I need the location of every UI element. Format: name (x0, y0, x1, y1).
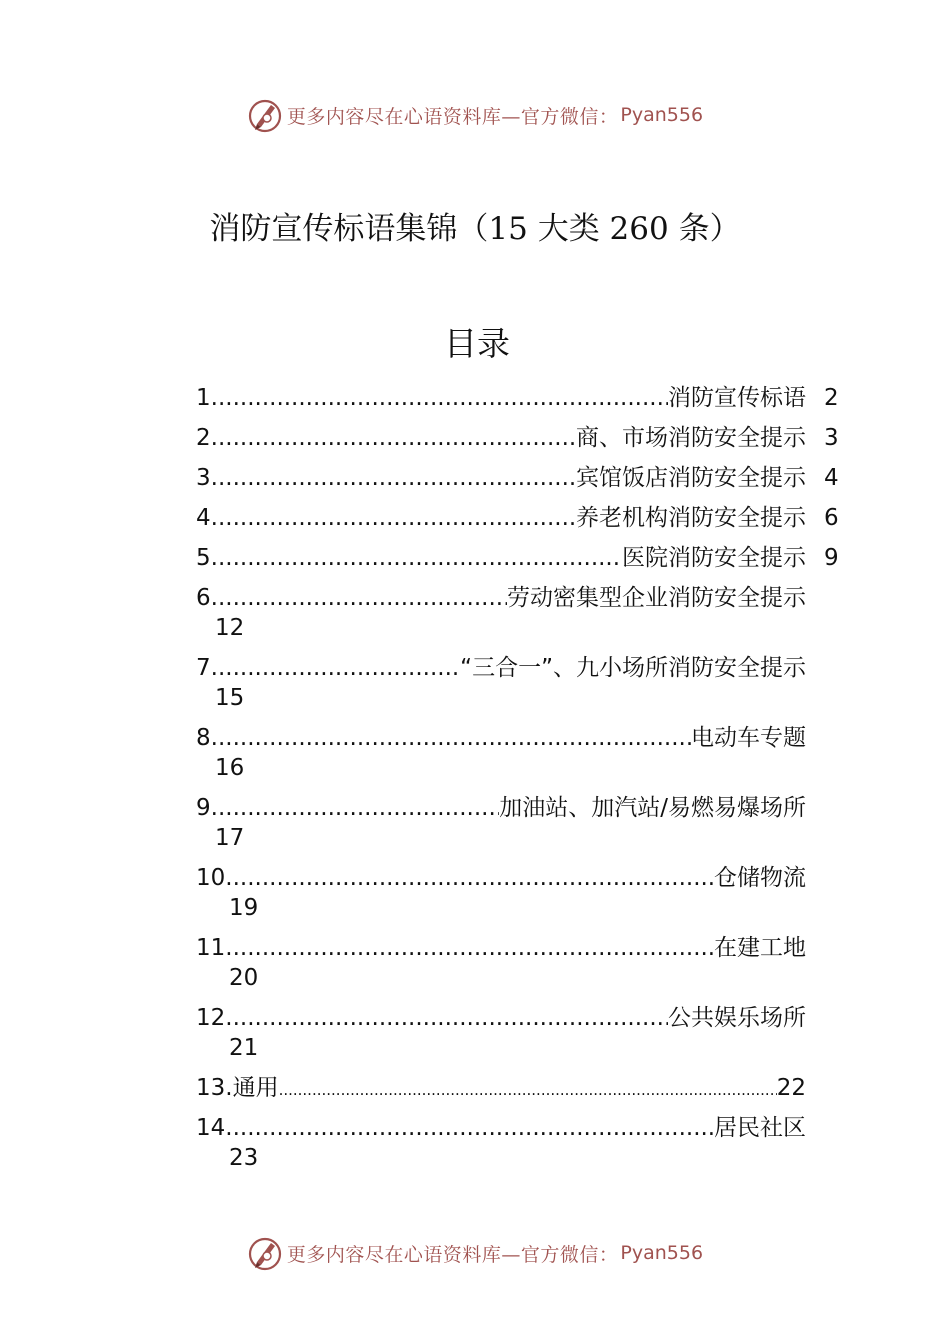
toc-entry[interactable] (196, 653, 846, 713)
toc-entry[interactable] (196, 383, 846, 413)
leader-dots (211, 723, 691, 753)
banner-wechat-id: Pyan556 (620, 1242, 704, 1264)
toc-number: 13. (196, 1075, 233, 1101)
toc-number: 14 (196, 1115, 226, 1141)
toc-number: 5 (196, 545, 211, 571)
toc-page: 20 (229, 965, 259, 991)
document-title: 消防宣传标语集锦（15 大类 260 条） (209, 211, 741, 247)
toc-label: 居民社区 (714, 1115, 806, 1141)
toc-page: 6 (824, 505, 839, 531)
leader-dots (211, 423, 576, 453)
leader-dots (225, 1113, 714, 1143)
toc-label: 养老机构消防安全提示 (576, 505, 806, 531)
toc-number: 1 (196, 385, 211, 411)
toc-page: 3 (824, 425, 839, 451)
toc-page: 21 (229, 1035, 259, 1061)
toc-entry[interactable] (196, 543, 846, 573)
toc-entry[interactable] (196, 583, 846, 643)
pen-logo-icon (247, 97, 283, 133)
toc-page: 9 (824, 545, 839, 571)
toc-entry[interactable] (196, 1073, 846, 1103)
toc-number: 6 (196, 585, 211, 611)
toc-number: 9 (196, 795, 211, 821)
toc-entry[interactable] (196, 933, 846, 993)
leader-dots (211, 463, 576, 493)
leader-dots (225, 1003, 668, 1033)
leader-dots (211, 653, 461, 683)
toc-page: 15 (215, 685, 245, 711)
banner-text: 更多内容尽在心语资料库—官方微信： (286, 105, 619, 128)
toc-label: 医院消防安全提示 (622, 545, 806, 571)
toc-page: 19 (229, 895, 259, 921)
leader-dots (279, 1075, 777, 1105)
toc-label: 仓储物流 (714, 865, 806, 891)
banner-wechat-id: Pyan556 (620, 104, 704, 126)
leader-dots (211, 583, 507, 613)
toc-number: 12 (196, 1005, 226, 1031)
toc-page: 23 (229, 1145, 259, 1171)
toc-number: 7 (196, 655, 211, 681)
toc-label: 劳动密集型企业消防安全提示 (507, 585, 806, 611)
toc-label: 商、市场消防安全提示 (576, 425, 806, 451)
toc-number: 11 (196, 935, 226, 961)
toc-heading: 目录 (444, 324, 510, 363)
toc-page: 22 (776, 1075, 806, 1101)
leader-dots (225, 933, 714, 963)
toc-entry[interactable] (196, 463, 846, 493)
toc-number: 8 (196, 725, 211, 751)
leader-dots (211, 503, 576, 533)
toc-label: “三合一”、九小场所消防安全提示 (460, 655, 806, 681)
toc-label: 宾馆饭店消防安全提示 (576, 465, 806, 491)
toc-entry[interactable] (196, 503, 846, 533)
toc-entry[interactable] (196, 723, 846, 783)
toc-label: 通用 (232, 1075, 279, 1101)
toc-page: 2 (824, 385, 839, 411)
toc-number: 3 (196, 465, 211, 491)
leader-dots (211, 793, 500, 823)
toc-label: 公共娱乐场所 (668, 1005, 806, 1031)
toc-page: 4 (824, 465, 839, 491)
footer-banner (0, 1233, 950, 1273)
toc-number: 2 (196, 425, 211, 451)
table-of-contents (196, 383, 846, 1173)
toc-number: 4 (196, 505, 211, 531)
toc-entry[interactable] (196, 793, 846, 853)
pen-logo-icon (247, 1235, 283, 1271)
toc-label: 消防宣传标语 (668, 385, 806, 411)
toc-entry[interactable] (196, 1113, 846, 1173)
banner-text: 更多内容尽在心语资料库—官方微信： (286, 1243, 619, 1266)
toc-page: 12 (215, 615, 245, 641)
toc-page: 16 (215, 755, 245, 781)
toc-label: 在建工地 (714, 935, 806, 961)
toc-page: 17 (215, 825, 245, 851)
toc-number: 10 (196, 865, 226, 891)
leader-dots (225, 863, 714, 893)
toc-label: 加油站、加汽站/易燃易爆场所 (499, 795, 806, 821)
leader-dots (211, 383, 668, 413)
toc-label: 电动车专题 (691, 725, 806, 751)
leader-dots (211, 543, 622, 573)
toc-entry[interactable] (196, 1003, 846, 1063)
toc-entry[interactable] (196, 863, 846, 923)
header-banner (0, 95, 950, 135)
toc-entry[interactable] (196, 423, 846, 453)
